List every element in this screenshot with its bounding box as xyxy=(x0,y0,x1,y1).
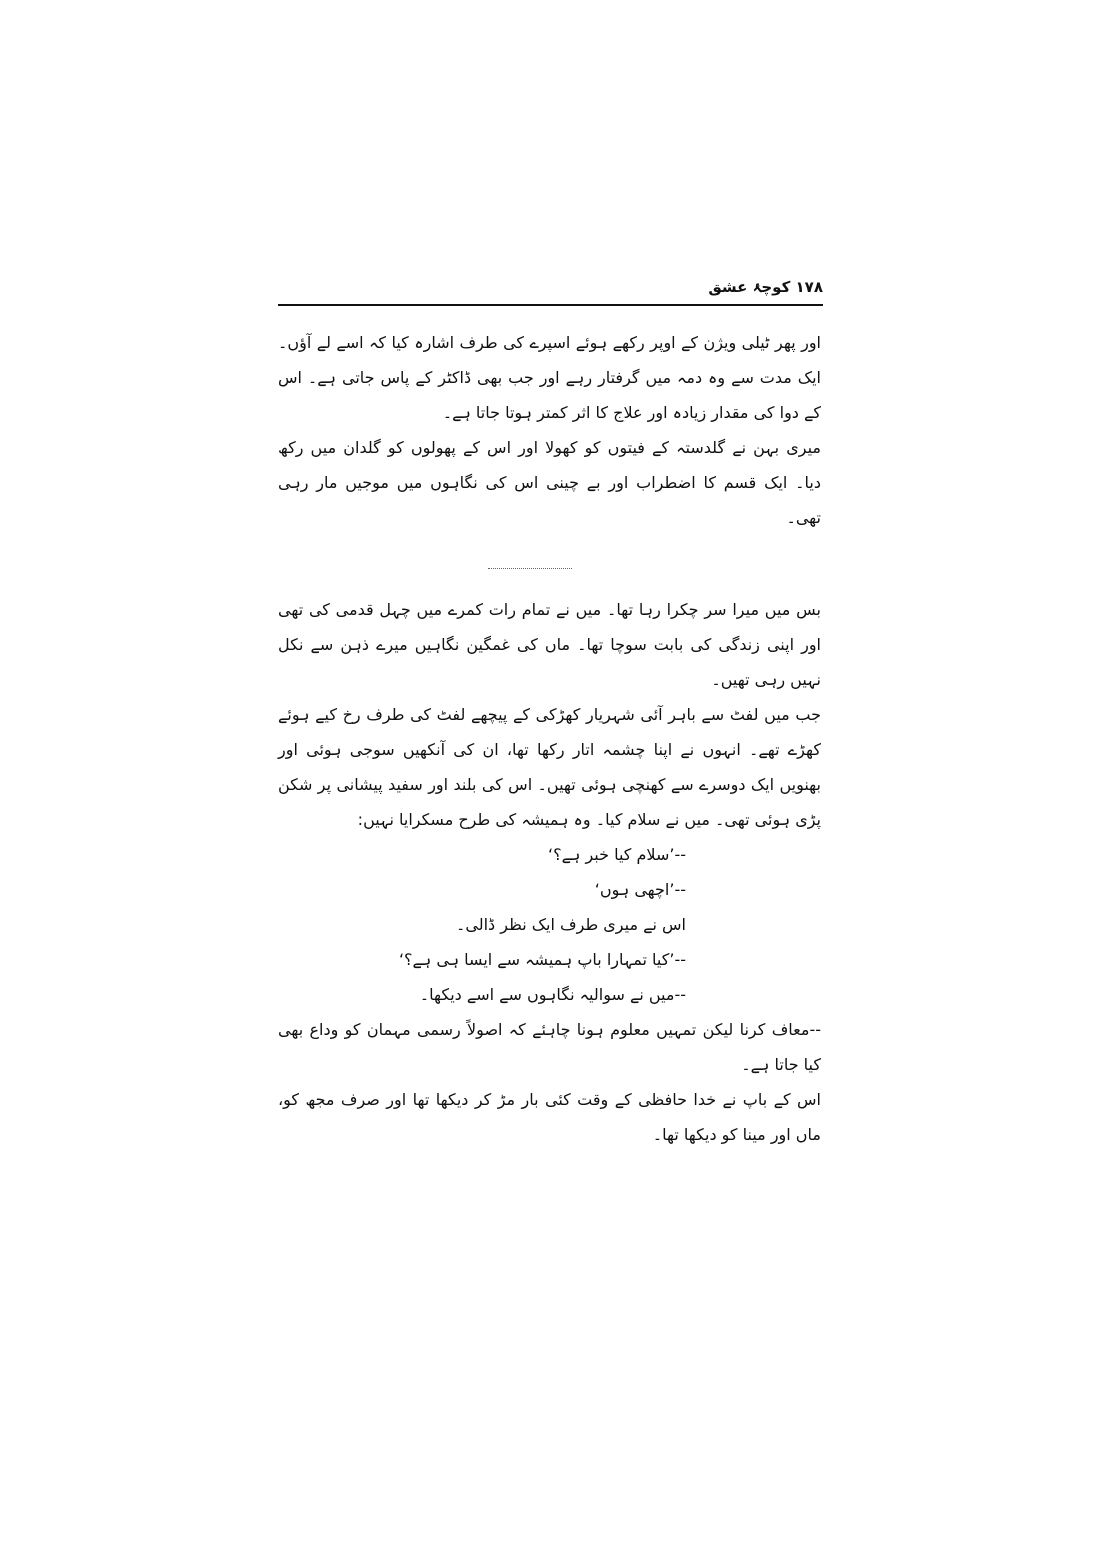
page-header xyxy=(278,272,823,306)
paragraph: --معاف کرنا لیکن تمہیں معلوم ہونا چاہئے کہ اصولاً رسمی مہمان کو وداع بھی کیا جاتا ہے۔ xyxy=(278,1020,821,1074)
dialogue-line: --’اچھی ہوں‘ xyxy=(594,880,686,899)
dialogue-line: --’سلام کیا خبر ہے؟‘ xyxy=(548,845,686,864)
paragraph: اور پھر ٹیلی ویژن کے اوپر رکھے ہوئے اسپرے کی طرف اشارہ کیا کہ اسے لے آؤں۔ ایک مدت سے وہ دمہ میں گرفتار رہے اور جب بھی ڈاکٹر کے پاس جاتی ہے۔ اس کے دوا کی مقدار زیادہ اور علاج کا اثر کمتر ہوتا جاتا ہے۔ xyxy=(278,333,821,422)
dialogue-line: --’کیا تمہارا باپ ہمیشہ سے ایسا ہی ہے؟‘ xyxy=(398,950,686,969)
paragraph: میری بہن نے گلدستہ کے فیتوں کو کھولا اور اس کے پھولوں کو گلدان میں رکھ دیا۔ ایک قسم کا اضطراب اور بے چینی اس کی نگاہوں میں موجیں مار رہی تھی۔ xyxy=(278,438,821,527)
paragraph: جب میں لفٹ سے باہر آئی شہریار کھڑکی کے پیچھے لفٹ کی طرف رخ کیے ہوئے کھڑے تھے۔ انہوں نے اپنا چشمہ اتار رکھا تھا، ان کی آنکھیں سوجی ہوئی اور بھنویں ایک دوسرے سے کھنچی ہوئی تھیں۔ اس کی بلند اور سفید پیشانی پر شکن پڑی ہوئی تھی۔ میں نے سلام کیا۔ وہ ہمیشہ کی طرح مسکرایا نہیں: xyxy=(278,705,821,829)
page-number-and-title: ۱۷۸ کوچۂ عشق xyxy=(708,278,823,296)
section-divider xyxy=(488,568,572,569)
text-block-bottom xyxy=(278,592,821,1152)
paragraph: اس کے باپ نے خدا حافظی کے وقت کئی بار مڑ کر دیکھا تھا اور صرف مجھ کو، ماں اور مینا کو دیکھا تھا۔ xyxy=(278,1090,821,1144)
text-block-top xyxy=(278,325,821,535)
narration-line: اس نے میری طرف ایک نظر ڈالی۔ xyxy=(456,915,686,934)
dialogue-line: --میں نے سوالیہ نگاہوں سے اسے دیکھا۔ xyxy=(419,985,686,1004)
paragraph: بس میں میرا سر چکرا رہا تھا۔ میں نے تمام رات کمرے میں چہل قدمی کی تھی اور اپنی زندگی کی بابت سوچا تھا۔ ماں کی غمگین نگاہیں میرے ذہن سے نکل نہیں رہی تھیں۔ xyxy=(278,600,821,689)
